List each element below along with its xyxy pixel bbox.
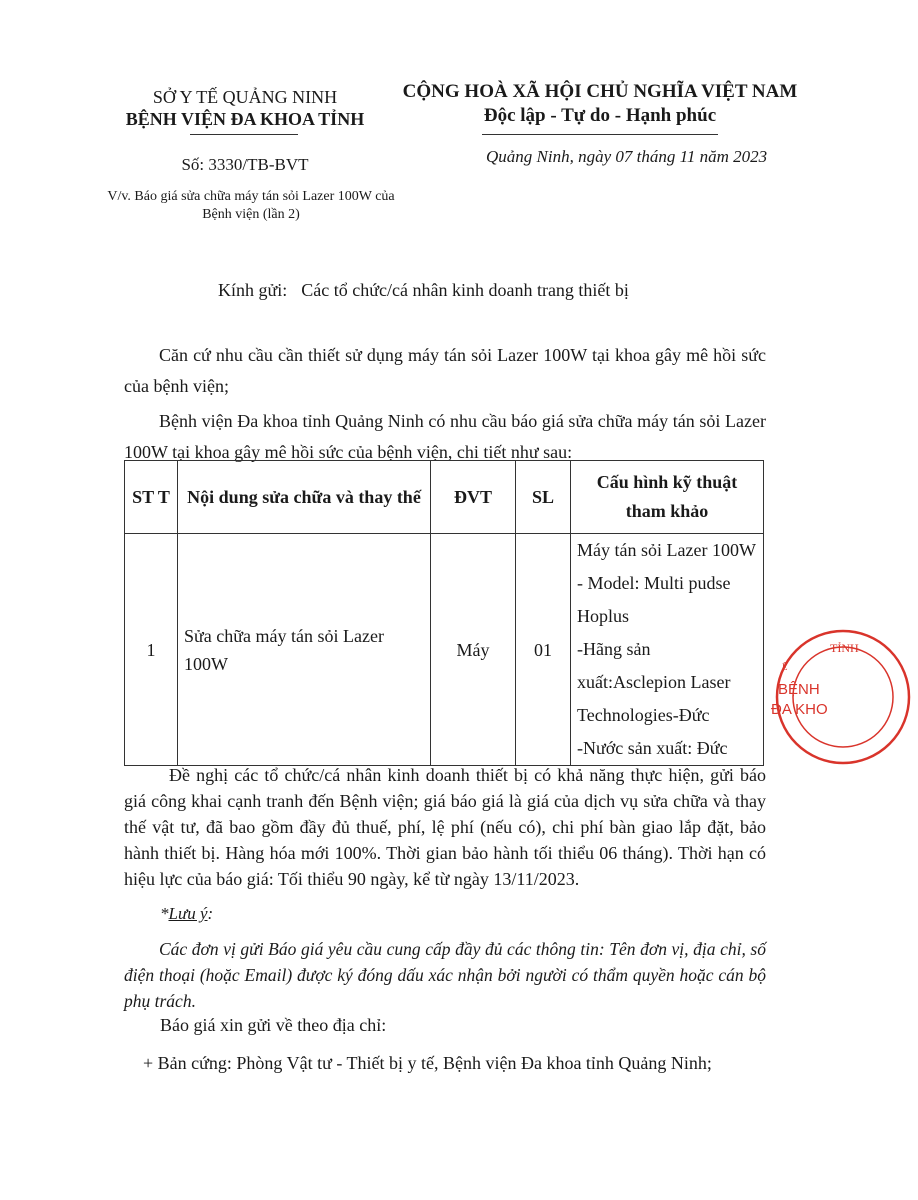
paragraph-note: Các đơn vị gửi Báo giá yêu cầu cung cấp đầy đủ các thông tin: Tên đơn vị, địa chỉ, số điện thoại (hoặc Email) được ký đóng dấu xác nhận bởi người có thẩm quyền hoặc cán bộ phụ trách. (124, 939, 766, 1011)
national-motto: Độc lập - Tự do - Hạnh phúc (483, 105, 717, 126)
hospital-name: BỆNH VIỆN ĐA KHOA TỈNH (125, 109, 365, 129)
seal-text-top: TỈNH (830, 641, 859, 655)
config-line: -Hãng sản xuất:Asclepion Laser Technologies-Đức (577, 639, 731, 725)
cell-unit: Máy (431, 534, 516, 766)
address-intro: Báo giá xin gửi về theo địa chỉ: (160, 1015, 387, 1035)
recipient-line (218, 280, 629, 301)
recipient-label: Kính gửi: (218, 280, 288, 300)
issuer-underline (190, 134, 298, 135)
address-hardcopy: + Bản cứng: Phòng Vật tư - Thiết bị y tế, Bệnh viện Đa khoa tỉnh Quảng Ninh; (143, 1053, 712, 1073)
header-unit: ĐVT (431, 461, 516, 534)
note-prefix: * (160, 904, 169, 923)
config-line: Máy tán sỏi Lazer 100W (577, 540, 756, 560)
date-line: Quảng Ninh, ngày 07 tháng 11 năm 2023 (486, 147, 768, 166)
cell-stt: 1 (125, 534, 178, 766)
note-label (160, 904, 213, 924)
header-stt: ST T (125, 461, 178, 534)
recipient-value: Các tổ chức/cá nhân kinh doanh trang thiết bị (301, 280, 629, 300)
paragraph-basis: Căn cứ nhu cầu cần thiết sử dụng máy tán sỏi Lazer 100W tại khoa gây mê hồi sức của bệnh viện; (124, 345, 766, 396)
red-seal-stamp (768, 622, 918, 772)
note-colon: : (207, 904, 214, 923)
header-config: Cấu hình kỹ thuật tham khảo (571, 461, 764, 534)
table-header-row (125, 461, 764, 534)
note-label-text: Lưu ý (168, 904, 208, 923)
cell-content: Sửa chữa máy tán sỏi Lazer 100W (178, 534, 431, 766)
issuer-block (95, 86, 395, 130)
cell-config (571, 534, 764, 766)
config-line: - Model: Multi pudse Hoplus (577, 573, 731, 626)
agency-name: SỞ Y TẾ QUẢNG NINH (152, 87, 338, 107)
document-number: Số: 3330/TB-BVT (181, 155, 309, 174)
paragraph-request: Đề nghị các tổ chức/cá nhân kinh doanh thiết bị có khả năng thực hiện, gửi báo giá công khai cạnh tranh đến Bệnh viện; giá báo giá là giá của dịch vụ sửa chữa và thay thế vật tư, đã bao gồm đầy đủ thuế, phí, lệ phí (nếu có), chi phí bàn giao lắp đặt, bảo hành thiết bị. Hàng hóa mới 100%. Thời gian bảo hành tối thiểu 06 tháng). Thời hạn có hiệu lực của báo giá: Tối thiểu 90 ngày, kể từ ngày 13/11/2023. (124, 765, 766, 889)
repair-items-table (124, 460, 764, 766)
subject-line-2: Bệnh viện (lần 2) (202, 207, 300, 222)
document-subject (95, 188, 407, 224)
national-header (395, 80, 805, 128)
motto-underline (482, 134, 718, 135)
seal-text-center-2: ĐA KHO (771, 701, 828, 718)
header-qty: SL (516, 461, 571, 534)
config-line: -Nước sản xuất: Đức (577, 738, 728, 758)
header-content: Nội dung sửa chữa và thay thế (178, 461, 431, 534)
country-name: CỘNG HOÀ XÃ HỘI CHỦ NGHĨA VIỆT NAM (402, 81, 798, 102)
seal-text-center-1: BỆNH (778, 681, 820, 698)
paragraph-need: Bệnh viện Đa khoa tỉnh Quảng Ninh có nhu cầu báo giá sửa chữa máy tán sỏi Lazer 100W tại khoa gây mê hồi sức của bệnh viện, chi tiết như sau: (124, 411, 766, 462)
cell-qty: 01 (516, 534, 571, 766)
table-row (125, 534, 764, 766)
seal-text-side: Ế (782, 662, 788, 672)
subject-line-1: V/v. Báo giá sửa chữa máy tán sỏi Lazer 100W của (107, 189, 395, 204)
